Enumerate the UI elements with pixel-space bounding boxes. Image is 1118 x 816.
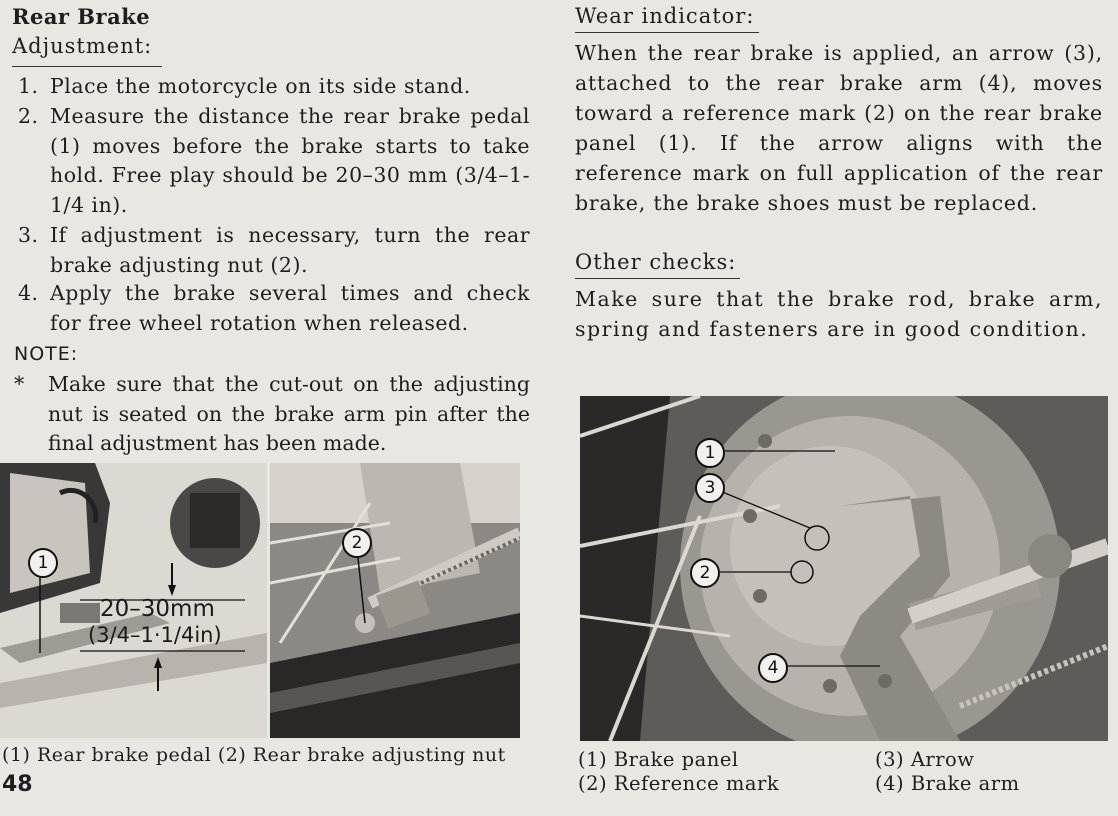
- step-2: [18, 102, 530, 220]
- left-figure-caption: (1) Rear brake pedal (2) Rear brake adjusting nut: [2, 744, 506, 766]
- page-number: 48: [2, 772, 33, 797]
- brake-panel-photo: [580, 396, 1108, 741]
- step-text: Apply the brake several times and check for free wheel rotation when released.: [50, 281, 530, 335]
- step-number: 3.: [18, 223, 39, 247]
- wear-indicator-heading: Wear indicator:: [575, 4, 755, 28]
- brake-panel-illustration: [580, 396, 1108, 741]
- caption-brake-arm: (4) Brake arm: [875, 772, 1020, 795]
- section-title: Rear Brake: [12, 4, 151, 29]
- measurement-inches: (3/4–1·1/4in): [88, 623, 222, 647]
- step-number: 2.: [18, 104, 39, 128]
- callout-4: 4: [758, 653, 788, 683]
- section-subtitle: Adjustment:: [12, 34, 153, 58]
- other-checks-heading: Other checks:: [575, 250, 737, 274]
- step-text: Place the motorcycle on its side stand.: [50, 74, 471, 98]
- step-text: If adjustment is necessary, turn the rear brake adjusting nut (2).: [50, 223, 530, 277]
- caption-brake-panel: (1) Brake panel: [578, 748, 739, 771]
- wear-heading-underline: [575, 32, 759, 33]
- callout-1: 1: [695, 438, 725, 468]
- wear-indicator-text: When the rear brake is applied, an arrow (3), attached to the rear brake arm (4), moves toward a reference mark (2) on the rear brake panel (1). If the arrow aligns with the reference mark on full application of the rear brake, the brake shoes must be replaced.: [575, 41, 1103, 215]
- other-heading-underline: [575, 278, 740, 279]
- brake-pedal-photo: [0, 463, 267, 738]
- note-label: NOTE:: [14, 343, 79, 365]
- caption-arrow: (3) Arrow: [875, 748, 975, 771]
- callout-2: 2: [342, 528, 372, 558]
- step-text: Measure the distance the rear brake pedal (1) moves before the brake starts to take hold. Free play should be 20–30 mm (3/4–1-1/4 in).: [50, 104, 530, 217]
- subtitle-underline: [12, 66, 162, 67]
- measurement-mm: 20–30mm: [100, 596, 215, 622]
- note-text: Make sure that the cut-out on the adjusting nut is seated on the brake arm pin after the final adjustment has been made.: [48, 372, 530, 455]
- caption-reference-mark: (2) Reference mark: [578, 772, 780, 795]
- step-3: [18, 221, 530, 280]
- adjusting-nut-illustration: [270, 463, 520, 738]
- adjusting-nut-photo: [270, 463, 520, 738]
- callout-1: 1: [28, 548, 58, 578]
- step-number: 4.: [18, 281, 39, 305]
- callout-3: 3: [695, 473, 725, 503]
- step-4: [18, 279, 530, 338]
- other-checks-text: Make sure that the brake rod, brake arm, spring and fasteners are in good condition.: [575, 287, 1103, 341]
- callout-2: 2: [690, 558, 720, 588]
- step-number: 1.: [18, 74, 39, 98]
- note: [14, 370, 530, 459]
- note-bullet: *: [14, 372, 25, 396]
- step-1: [18, 72, 530, 102]
